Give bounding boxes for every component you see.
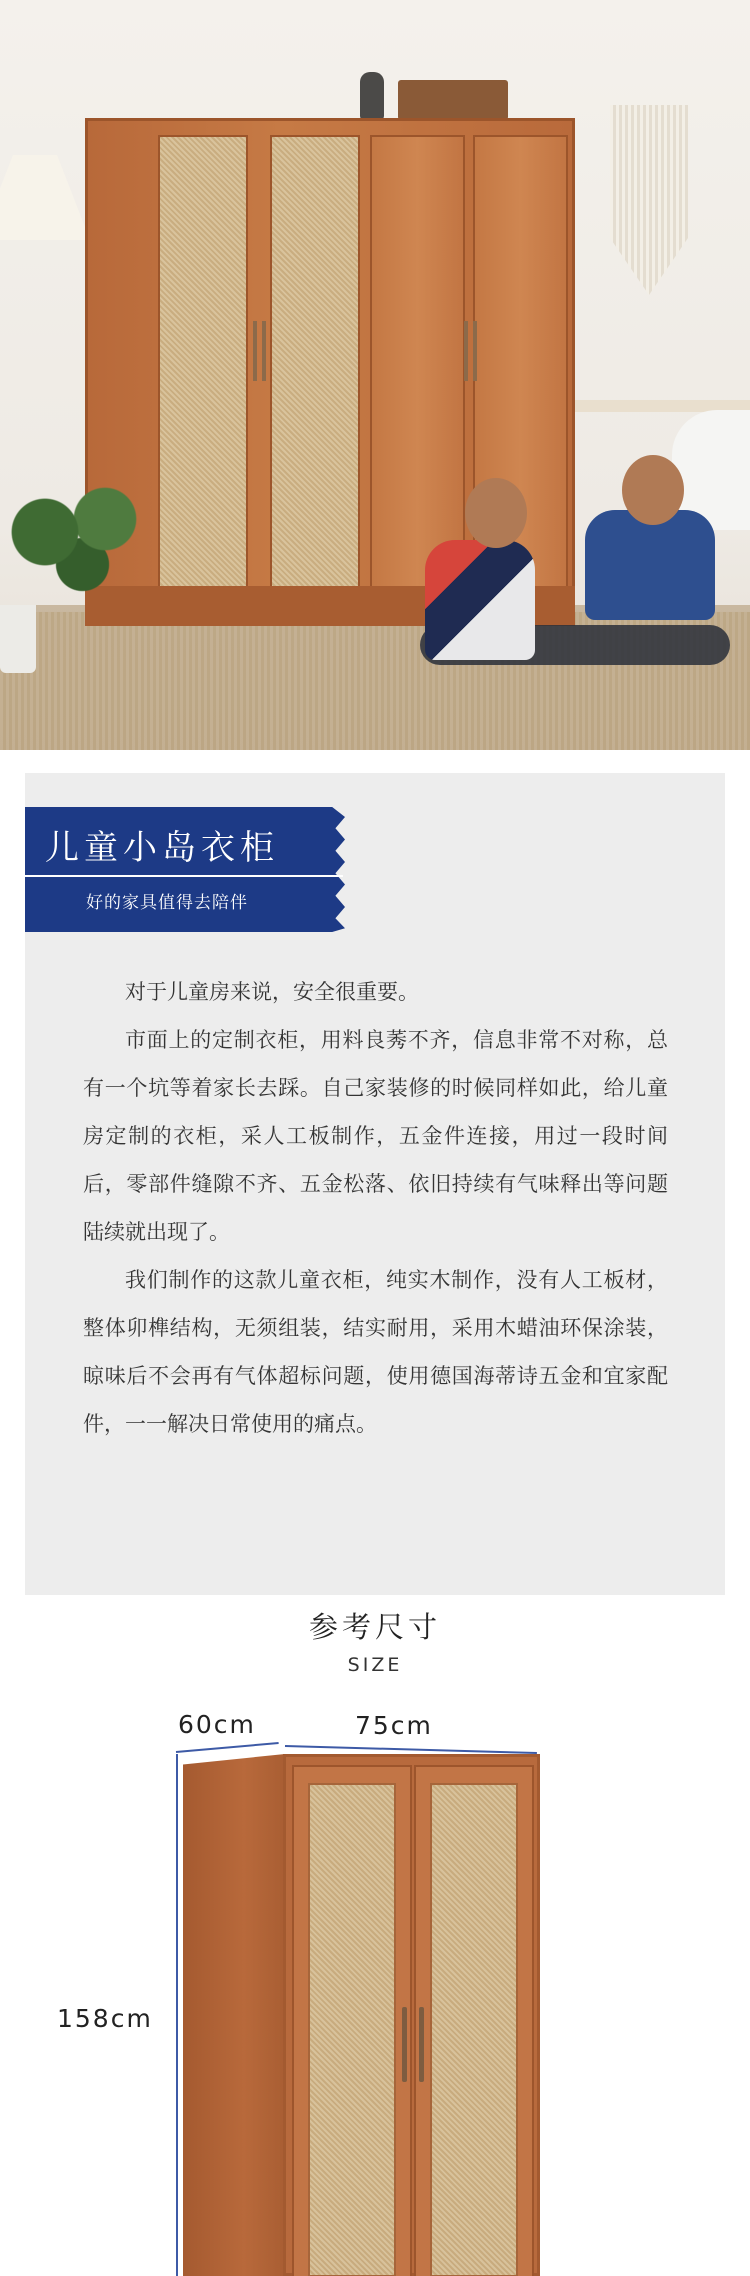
rattan-panel: [430, 1783, 518, 2276]
product-title: 儿童小岛衣柜: [45, 828, 279, 868]
door-handle: [419, 2007, 424, 2082]
child-right-head: [622, 455, 684, 525]
door-handle: [402, 2007, 407, 2082]
rattan-panel: [308, 1783, 396, 2276]
wood-door-left: [370, 135, 465, 595]
depth-dimension-line: [176, 1742, 279, 1753]
child-left-head: [465, 478, 527, 548]
width-dimension-line: [285, 1745, 537, 1754]
height-dimension-line: [176, 1754, 178, 2276]
plant-pot: [0, 605, 36, 673]
lamp-shade: [0, 155, 90, 240]
banner-divider: [25, 875, 343, 877]
size-wardrobe-illustration: [183, 1754, 540, 2276]
door-handle: [464, 321, 468, 381]
wardrobe-door-right: [414, 1765, 534, 2276]
vase: [360, 72, 384, 120]
size-title: 参考尺寸: [308, 1610, 441, 1644]
intro-paragraph: 我们制作的这款儿童衣柜，纯实木制作，没有人工板材，整体卯榫结构，无须组装，结实耐用，采用木蜡油环保涂装，晾味后不会再有气体超标问题，使用德国海蒂诗五金和宜家配件，一一解决日常使用的痛点。: [83, 1268, 668, 1436]
hero-photo: [0, 0, 750, 750]
storage-basket: [398, 80, 508, 120]
door-handle: [473, 321, 477, 381]
intro-paragraph: 市面上的定制衣柜，用料良莠不齐，信息非常不对称，总有一个坑等着家长去踩。自己家装修的时候同样如此，给儿童房定制的衣柜，采人工板制作，五金件连接，用过一段时间后，零部件缝隙不齐、五金松落、依旧持续有气味释出等问题陆续就出现了。: [83, 1028, 668, 1244]
wardrobe-door-left: [292, 1765, 412, 2276]
rattan-door-left: [158, 135, 248, 595]
door-handle: [262, 321, 266, 381]
width-label: 75cm: [355, 1711, 433, 1740]
macrame-wall-hanging: [610, 105, 688, 295]
product-subtitle: 好的家具值得去陪伴: [86, 893, 248, 913]
potted-plant: [0, 480, 150, 610]
height-label: 158cm: [57, 2004, 153, 2033]
wardrobe-front: [283, 1754, 540, 2276]
depth-label: 60cm: [178, 1710, 256, 1739]
intro-paragraph: 对于儿童房来说，安全很重要。: [125, 980, 419, 1004]
child-left: [425, 540, 535, 660]
wardrobe-side: [183, 1754, 285, 2276]
intro-text: [83, 968, 668, 1448]
child-right: [585, 510, 715, 620]
rattan-door-right: [270, 135, 360, 595]
door-handle: [253, 321, 257, 381]
size-subtitle: SIZE: [347, 1654, 403, 1676]
